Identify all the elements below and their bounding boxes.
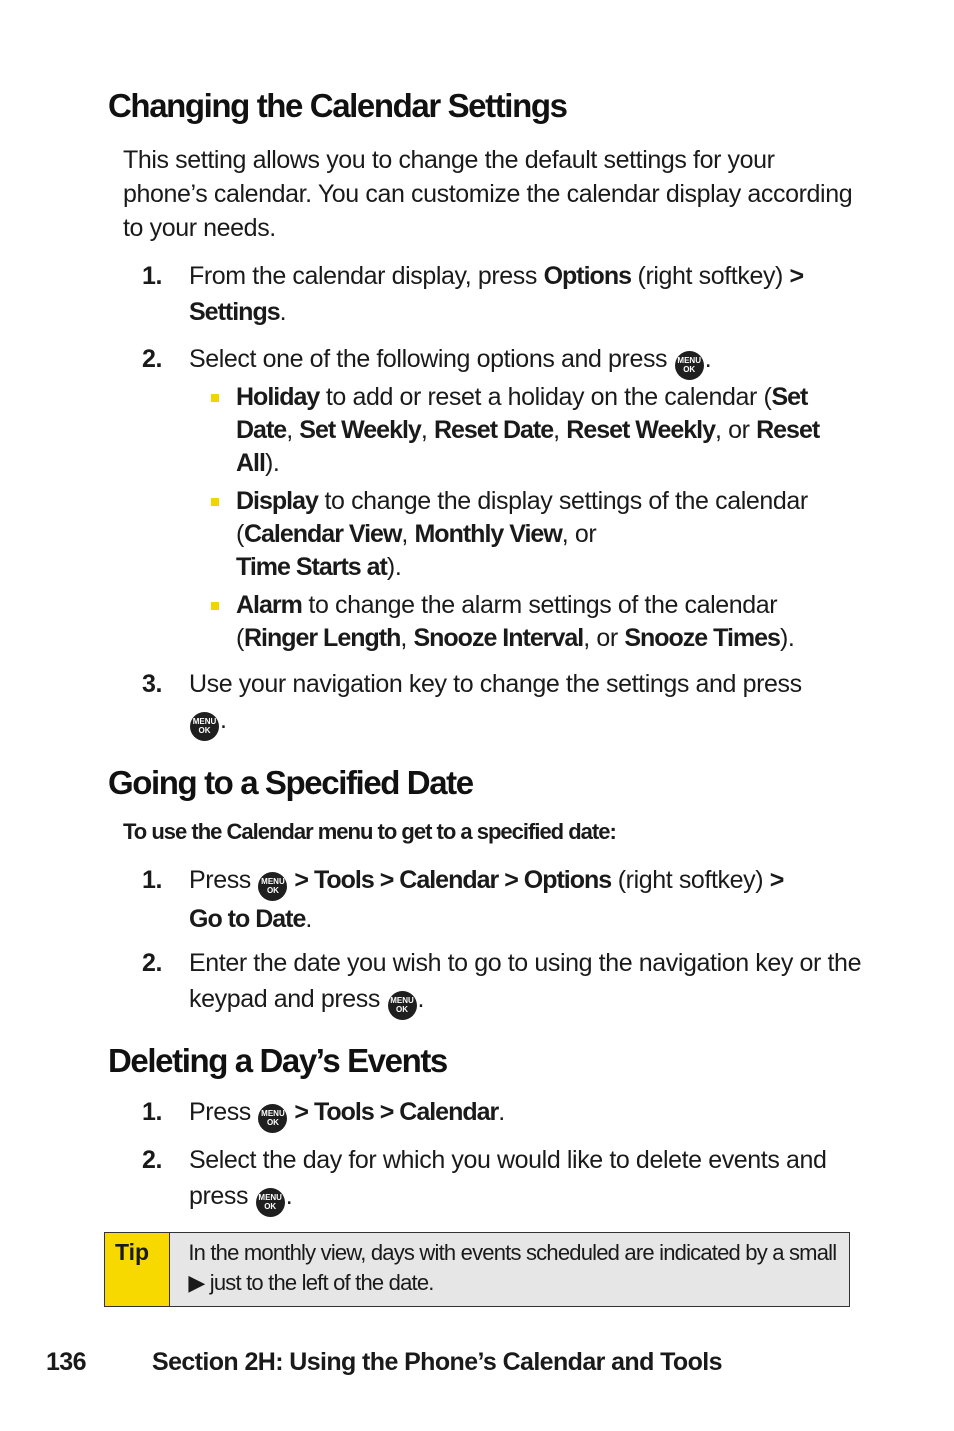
footer-section-title: Section 2H: Using the Phone’s Calendar and Tools (152, 1348, 722, 1376)
menu-ok-key-icon: MENU OK (258, 1104, 287, 1133)
bullet-text: Display to change the display settings of the calendar (Calendar View, Monthly View, or Time Starts at). (236, 487, 808, 581)
menu-ok-key-icon: MENU OK (258, 872, 287, 901)
step-text: Press MENU OK > Tools > Calendar > Options (right softkey) > Go to Date. (189, 866, 784, 933)
step-number: 1. (142, 262, 163, 290)
tip-text: In the monthly view, days with events scheduled are indicated by a small ▶ just to the left of the date. (188, 1240, 837, 1295)
step-text: Enter the date you wish to go to using the navigation key or the keypad and press MENU OK . (189, 945, 869, 1020)
step-text: Select one of the following options and press MENU OK . (189, 341, 869, 380)
section-title-calendar-settings: Changing the Calendar Settings (108, 87, 567, 124)
step-text: From the calendar display, press Options (right softkey) > Settings. (189, 262, 804, 326)
triangle-right-icon: ▶ (188, 1270, 205, 1295)
menu-ok-key-icon: MENU OK (256, 1188, 285, 1217)
section-title-delete-events: Deleting a Day’s Events (108, 1042, 447, 1079)
step-number: 2. (142, 345, 163, 373)
menu-ok-key-icon: MENU OK (675, 351, 704, 380)
step-number: 1. (142, 866, 163, 894)
bullet-square-icon (211, 394, 219, 402)
step-number: 1. (142, 1098, 163, 1126)
menu-ok-key-icon: MENU OK (190, 712, 219, 741)
step-text: Use your navigation key to change the settings and press MENU OK . (189, 666, 809, 741)
step-text: Press MENU OK > Tools > Calendar. (189, 1094, 869, 1133)
intro-paragraph: This setting allows you to change the default settings for your phone’s calendar. You can customize the calendar display according to your needs. (123, 146, 853, 242)
step-number: 2. (142, 1146, 163, 1174)
step-number: 3. (142, 670, 163, 698)
bullet-text: Holiday to add or reset a holiday on the calendar (Set Date, Set Weekly, Reset Date, Reset Weekly, or Reset All). (236, 383, 820, 477)
page-number: 136 (46, 1348, 86, 1376)
tip-label: Tip (105, 1233, 170, 1306)
bullet-text: Alarm to change the alarm settings of the calendar (Ringer Length, Snooze Interval, or Snooze Times). (236, 591, 795, 652)
step-number: 2. (142, 949, 163, 977)
menu-ok-key-icon: MENU OK (388, 991, 417, 1020)
bullet-square-icon (211, 498, 219, 506)
step-text: Select the day for which you would like to delete events and press MENU OK . (189, 1142, 869, 1217)
bullet-square-icon (211, 602, 219, 610)
procedure-subheading: To use the Calendar menu to get to a specified date: (123, 819, 616, 844)
section-title-go-to-date: Going to a Specified Date (108, 764, 473, 801)
tip-box (104, 1232, 850, 1307)
